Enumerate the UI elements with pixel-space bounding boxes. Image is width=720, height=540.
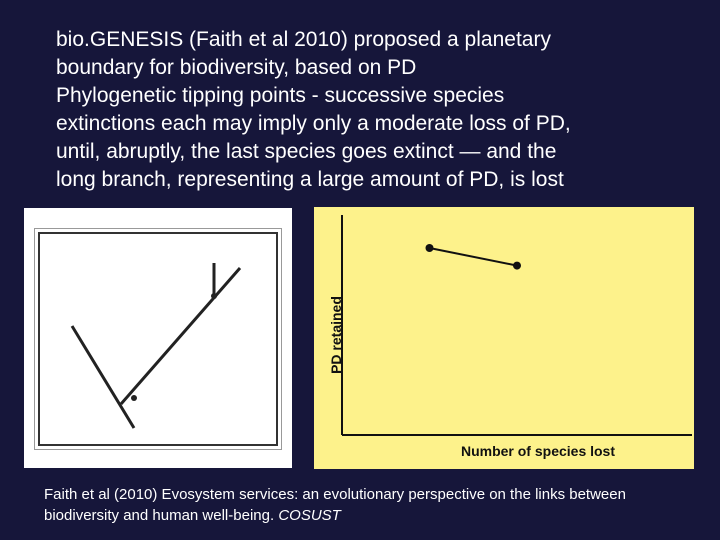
tree-node: [211, 293, 217, 299]
pd-chart: [314, 207, 694, 469]
body-line: extinctions each may imply only a moderate loss of PD,: [56, 112, 571, 135]
x-axis-label: Number of species lost: [460, 443, 616, 459]
data-point: [513, 262, 521, 270]
body-line: boundary for biodiversity, based on PD: [56, 56, 417, 79]
y-axis-label: PD retained: [328, 296, 344, 374]
series-line: [430, 248, 518, 266]
phylogenetic-tree-figure: [24, 208, 292, 468]
tree-long-branch: [72, 326, 134, 428]
body-line: Phylogenetic tipping points - successive species: [56, 84, 505, 107]
body-line: long branch, representing a large amount of PD, is lost: [56, 168, 564, 191]
slide-body-text: [56, 26, 696, 194]
body-line: bio.GENESIS (Faith et al 2010) proposed a planetary: [56, 28, 551, 51]
plot-marks: [426, 244, 522, 270]
citation-journal: COSUST: [278, 507, 341, 524]
citation: [44, 484, 704, 526]
pd-chart-panel: [314, 207, 694, 469]
body-line: until, abruptly, the last species goes extinct — and the: [56, 140, 557, 163]
tree-stem-branch: [121, 268, 240, 404]
tree-diagram: [24, 208, 292, 468]
tree-node: [131, 395, 137, 401]
data-point: [426, 244, 434, 252]
citation-text: Faith et al (2010) Evosystem services: an evolutionary perspective on the links between biodiversity and human well-being.: [44, 486, 626, 524]
